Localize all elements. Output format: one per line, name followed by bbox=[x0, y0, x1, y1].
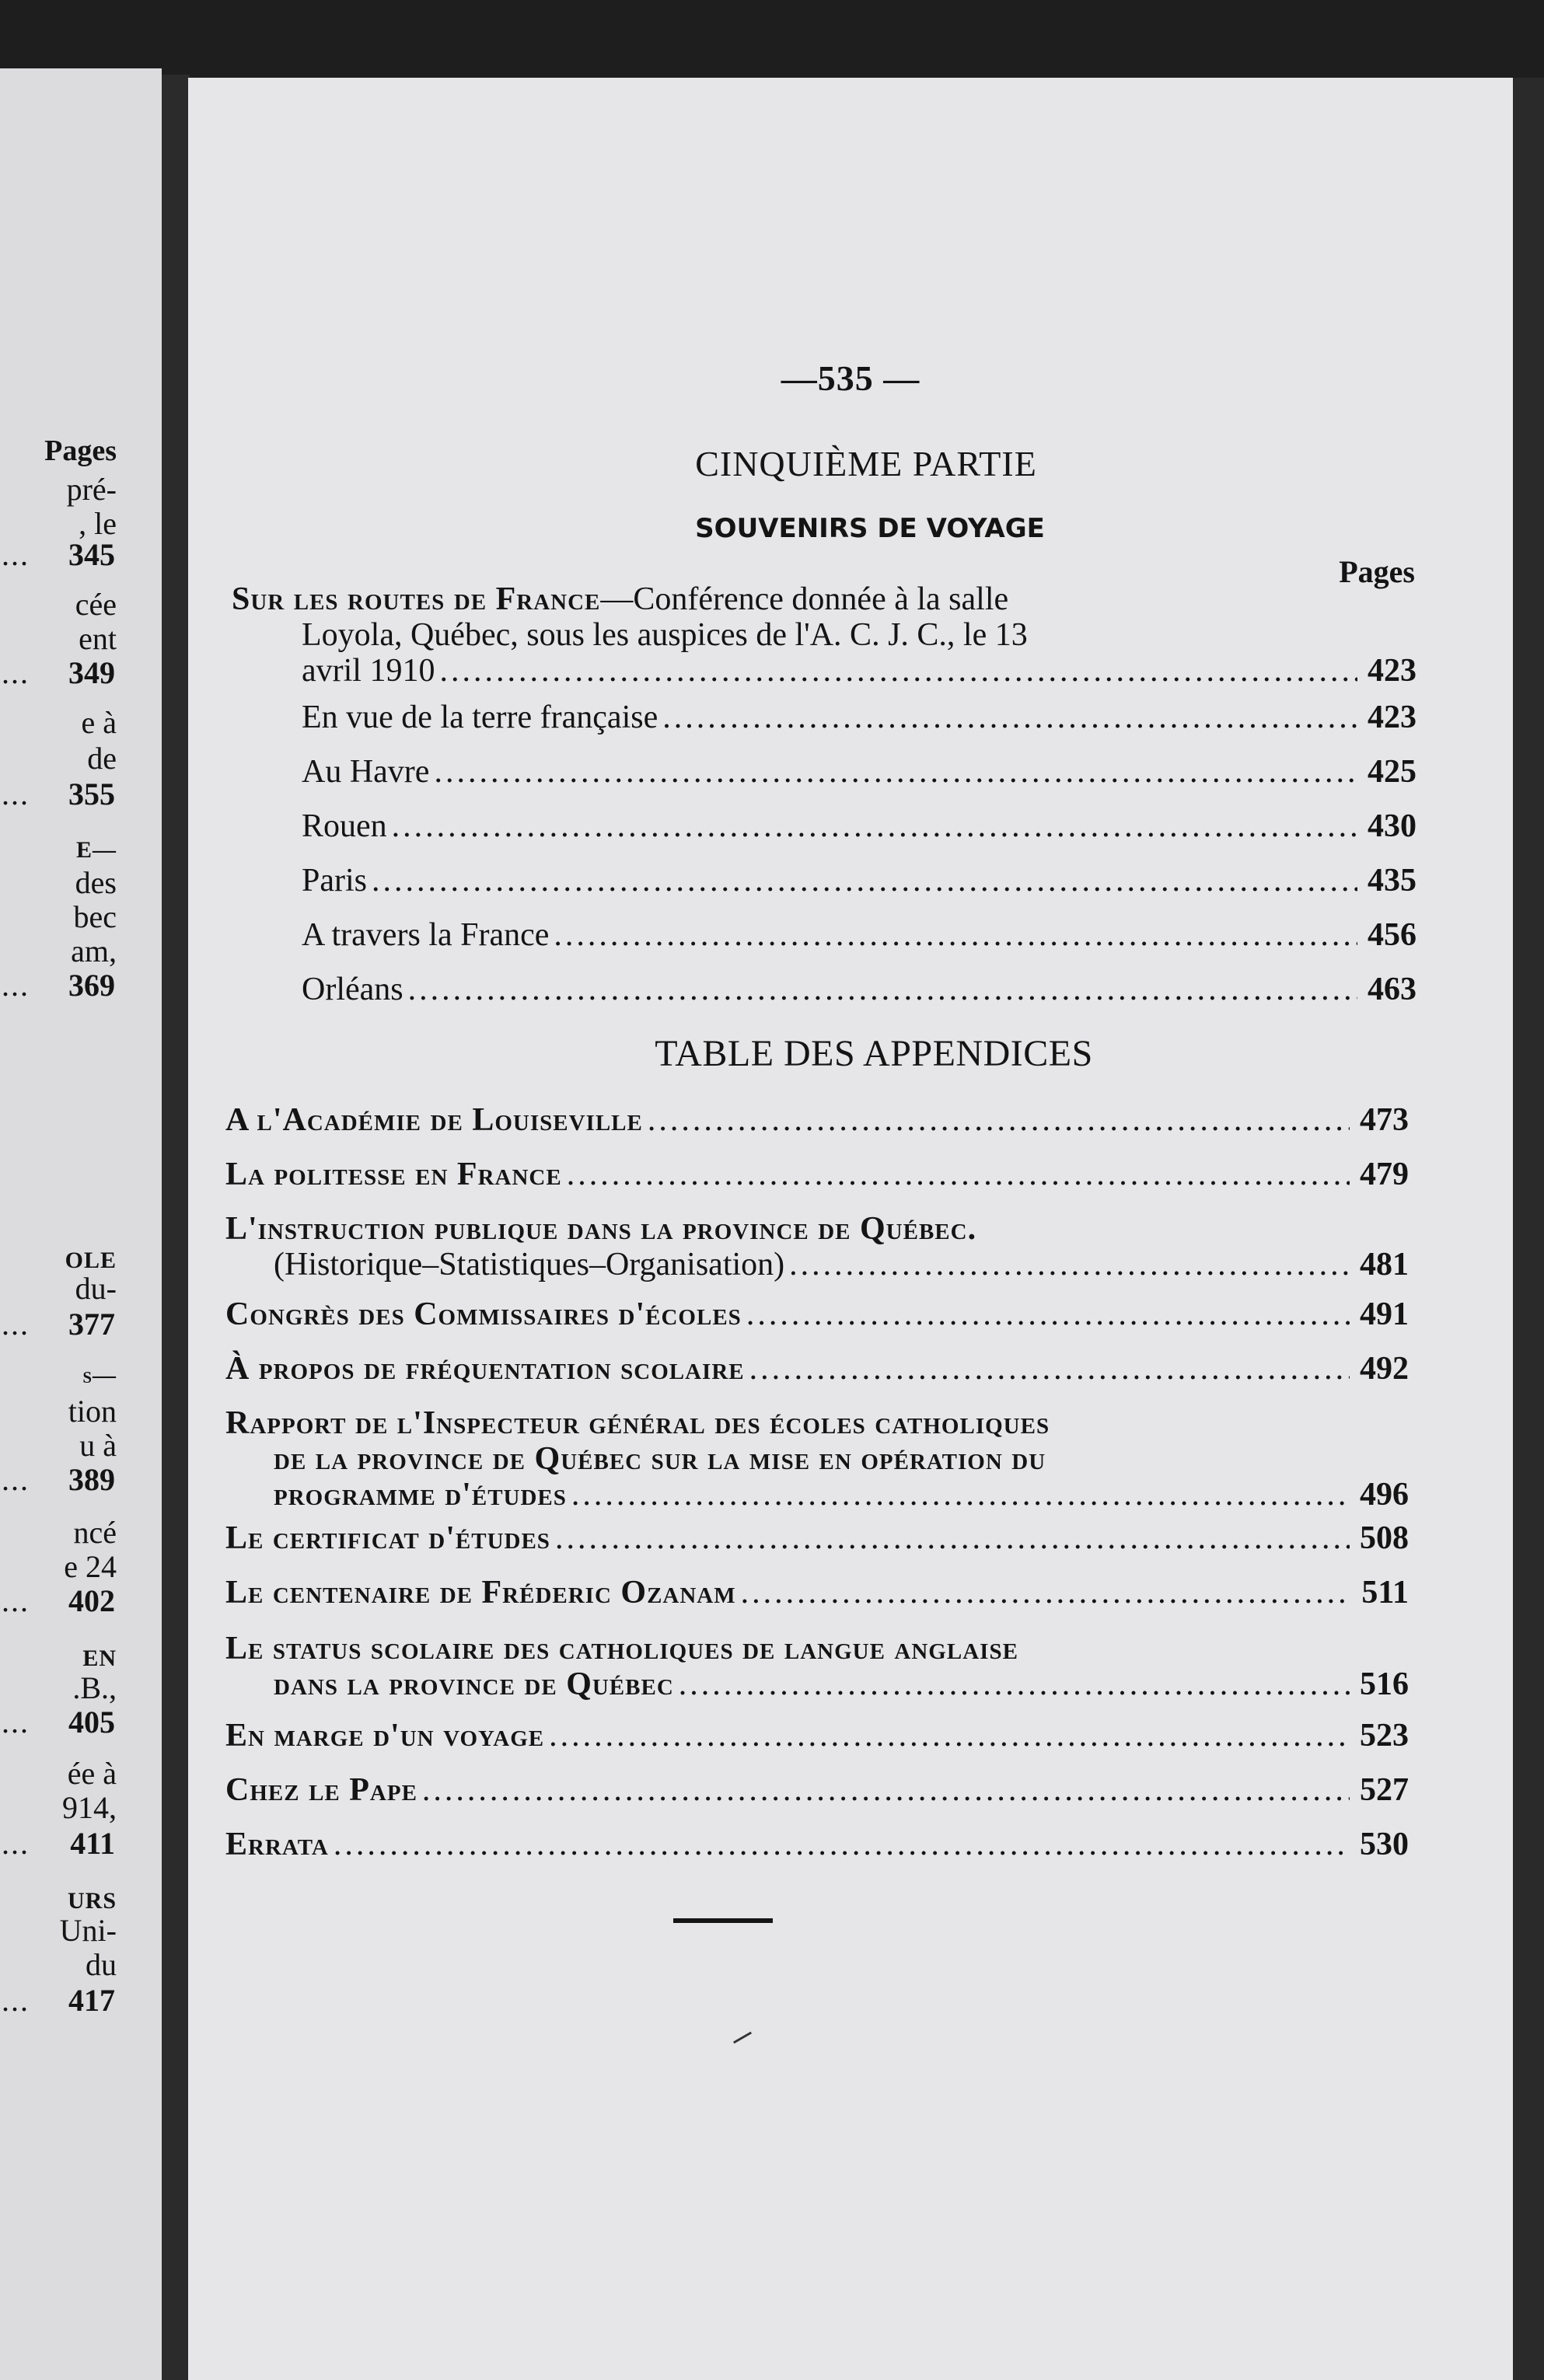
toc-entry-title: Rouen bbox=[302, 808, 387, 844]
left-fragment: pré- bbox=[66, 472, 117, 507]
left-page-number: 345 bbox=[68, 537, 115, 572]
left-fragment: , le bbox=[79, 506, 117, 541]
left-dots: ... bbox=[2, 1307, 30, 1342]
left-page-number: 411 bbox=[70, 1826, 115, 1861]
left-fragment: e à bbox=[81, 705, 117, 740]
toc-entry-title: Orléans bbox=[302, 972, 403, 1007]
left-fragment: cée bbox=[75, 587, 117, 622]
left-fragment: du bbox=[86, 1947, 117, 1982]
toc-page-number: 479 bbox=[1360, 1157, 1409, 1192]
appendix-entry bbox=[188, 1772, 1409, 1808]
toc-sub-entry bbox=[188, 972, 1416, 1007]
appendix-entry bbox=[188, 1102, 1409, 1138]
toc-page-number: 523 bbox=[1360, 1718, 1409, 1754]
appendix-entry bbox=[188, 1296, 1409, 1332]
toc-entry-main bbox=[188, 581, 1416, 689]
appendix-entry bbox=[188, 1631, 1409, 1702]
pages-column-label: Pages bbox=[1339, 554, 1415, 589]
leader-dots bbox=[334, 1827, 1350, 1862]
leader-dots bbox=[789, 1247, 1350, 1282]
left-page-number: 402 bbox=[68, 1583, 115, 1618]
toc-page-number: 492 bbox=[1360, 1351, 1409, 1387]
toc-page-number: 435 bbox=[1368, 863, 1416, 899]
left-fragment: bec bbox=[73, 899, 117, 934]
left-fragment: des bbox=[75, 865, 117, 900]
toc-sub-entry bbox=[188, 917, 1416, 953]
toc-sub-entry bbox=[188, 700, 1416, 735]
left-dots: ... bbox=[2, 655, 30, 690]
toc-page-number: 430 bbox=[1368, 808, 1416, 844]
appendix-entry-text: Le certificat d'études bbox=[225, 1520, 550, 1556]
left-fragment: ent bbox=[79, 621, 117, 656]
appendix-entry-text: À propos de fréquentation scolaire bbox=[225, 1351, 745, 1387]
toc-sub-entry bbox=[188, 808, 1416, 844]
part-title: CINQUIÈME PARTIE bbox=[695, 444, 1037, 483]
left-page-number: 417 bbox=[68, 1983, 115, 2018]
toc-entry-text: avril 1910 bbox=[302, 653, 435, 689]
toc-page-number: 473 bbox=[1360, 1102, 1409, 1138]
left-dots: ... bbox=[2, 537, 30, 572]
appendix-entry-text: En marge d'un voyage bbox=[225, 1718, 545, 1754]
section-title: SOUVENIRS DE VOYAGE bbox=[695, 513, 1045, 544]
leader-dots bbox=[408, 972, 1357, 1007]
appendix-entry bbox=[188, 1351, 1409, 1387]
left-dots: ... bbox=[2, 1983, 30, 2018]
toc-page-number: 530 bbox=[1360, 1827, 1409, 1862]
toc-page-number: 423 bbox=[1368, 700, 1416, 735]
leader-dots bbox=[746, 1296, 1350, 1332]
left-dots: ... bbox=[2, 776, 30, 811]
leader-dots bbox=[372, 863, 1357, 899]
appendix-entry bbox=[188, 1718, 1409, 1754]
left-fragment: de bbox=[87, 741, 117, 776]
appendix-entry bbox=[188, 1211, 1409, 1282]
appendix-entry bbox=[188, 1575, 1409, 1611]
leader-dots bbox=[741, 1575, 1350, 1611]
left-dots: ... bbox=[2, 968, 30, 1003]
left-page bbox=[0, 68, 162, 2380]
toc-page-number: 511 bbox=[1361, 1575, 1409, 1611]
toc-page-number: 423 bbox=[1368, 653, 1416, 689]
leader-dots bbox=[549, 1718, 1350, 1754]
leader-dots bbox=[662, 700, 1357, 735]
left-page-number: 377 bbox=[68, 1307, 115, 1342]
left-dots: ... bbox=[2, 1705, 30, 1740]
left-fragment: e 24 bbox=[64, 1549, 117, 1584]
appendix-entry-text: (Historique–Statistiques–Organisation) bbox=[274, 1247, 785, 1282]
appendix-entry-text: Chez le Pape bbox=[225, 1772, 417, 1808]
toc-entry-title: Au Havre bbox=[302, 754, 430, 790]
leader-dots bbox=[567, 1157, 1350, 1192]
left-fragment: URS bbox=[67, 1888, 117, 1914]
appendix-entry-text: Congrès des Commissaires d'écoles bbox=[225, 1296, 742, 1332]
toc-page-number: 496 bbox=[1360, 1477, 1409, 1513]
appendix-entry bbox=[188, 1520, 1409, 1556]
left-fragment: E— bbox=[75, 837, 117, 863]
toc-page-number: 516 bbox=[1360, 1666, 1409, 1702]
leader-dots bbox=[392, 808, 1357, 844]
leader-dots bbox=[749, 1351, 1350, 1387]
left-page-number: 369 bbox=[68, 968, 115, 1003]
appendix-title: TABLE DES APPENDICES bbox=[655, 1033, 1093, 1074]
toc-page-number: 456 bbox=[1368, 917, 1416, 953]
appendix-entry-text: A l'Académie de Louiseville bbox=[225, 1102, 643, 1138]
pencil-mark bbox=[733, 2032, 752, 2044]
left-fragment: am, bbox=[71, 934, 117, 968]
leader-dots bbox=[679, 1666, 1350, 1702]
toc-page-number: 527 bbox=[1360, 1772, 1409, 1808]
left-page-number: 405 bbox=[68, 1705, 115, 1740]
toc-entry-title: En vue de la terre française bbox=[302, 700, 658, 735]
appendix-entry-text: Le status scolaire des catholiques de langue anglaise bbox=[225, 1631, 1018, 1666]
appendix-entry bbox=[188, 1405, 1409, 1513]
left-fragment: OLE bbox=[65, 1248, 117, 1273]
toc-page-number: 463 bbox=[1368, 972, 1416, 1007]
appendix-entry-text: de la province de Québec sur la mise en opération du bbox=[274, 1441, 1046, 1477]
leader-dots bbox=[422, 1772, 1350, 1808]
toc-sub-entry bbox=[188, 754, 1416, 790]
appendix-entry bbox=[188, 1827, 1409, 1862]
leader-dots bbox=[571, 1477, 1350, 1513]
page-folio: —535 — bbox=[781, 358, 920, 398]
appendix-entry-text: Le centenaire de Fréderic Ozanam bbox=[225, 1575, 736, 1611]
left-dots: ... bbox=[2, 1583, 30, 1618]
toc-sub-entry bbox=[188, 863, 1416, 899]
leader-dots bbox=[554, 917, 1357, 953]
toc-page-number: 491 bbox=[1360, 1296, 1409, 1332]
left-fragment: .B., bbox=[72, 1670, 117, 1705]
appendix-entry-text: dans la province de Québec bbox=[274, 1666, 674, 1702]
left-fragment: du- bbox=[75, 1271, 117, 1306]
leader-dots bbox=[555, 1520, 1350, 1556]
left-page-number: 389 bbox=[68, 1462, 115, 1497]
end-rule bbox=[673, 1918, 773, 1923]
leader-dots bbox=[648, 1102, 1350, 1138]
toc-page-number: 425 bbox=[1368, 754, 1416, 790]
left-fragment: s— bbox=[82, 1363, 117, 1388]
left-fragment: tion bbox=[68, 1394, 117, 1429]
left-fragment: ée à bbox=[67, 1756, 117, 1791]
appendix-entry bbox=[188, 1157, 1409, 1192]
toc-entry-text: —Conférence donnée à la salle bbox=[600, 581, 1009, 617]
toc-entry-title: Sur les routes de France bbox=[232, 581, 601, 617]
toc-entry-title: A travers la France bbox=[302, 917, 550, 953]
left-fragment: u à bbox=[79, 1428, 117, 1463]
toc-entry-title: Paris bbox=[302, 863, 367, 899]
leader-dots bbox=[439, 653, 1357, 689]
toc-page-number: 508 bbox=[1360, 1520, 1409, 1556]
left-page-number: 349 bbox=[68, 655, 115, 690]
toc-page-number: 481 bbox=[1360, 1247, 1409, 1282]
appendix-entry-text: Errata bbox=[225, 1827, 329, 1862]
right-page bbox=[188, 78, 1513, 2380]
appendix-entry-text: Rapport de l'Inspecteur général des écoles catholiques bbox=[225, 1405, 1050, 1441]
left-pages-label: Pages bbox=[44, 434, 117, 467]
left-dots: ... bbox=[2, 1826, 30, 1861]
left-page-number: 355 bbox=[68, 776, 115, 811]
toc-entry-text: Loyola, Québec, sous les auspices de l'A. C. J. C., le 13 bbox=[302, 617, 1028, 653]
left-fragment: 914, bbox=[62, 1790, 117, 1825]
appendix-entry-text: La politesse en France bbox=[225, 1157, 562, 1192]
book-spine bbox=[162, 75, 190, 2380]
leader-dots bbox=[434, 754, 1357, 790]
left-dots: ... bbox=[2, 1462, 30, 1497]
left-fragment: Uni- bbox=[59, 1913, 117, 1948]
page-edge-shadow bbox=[1513, 78, 1544, 2380]
left-fragment: EN bbox=[82, 1645, 117, 1671]
left-fragment: ncé bbox=[73, 1515, 117, 1550]
appendix-entry-text: L'instruction publique dans la province de Québec. bbox=[225, 1211, 977, 1247]
appendix-entry-text: programme d'études bbox=[274, 1477, 567, 1513]
